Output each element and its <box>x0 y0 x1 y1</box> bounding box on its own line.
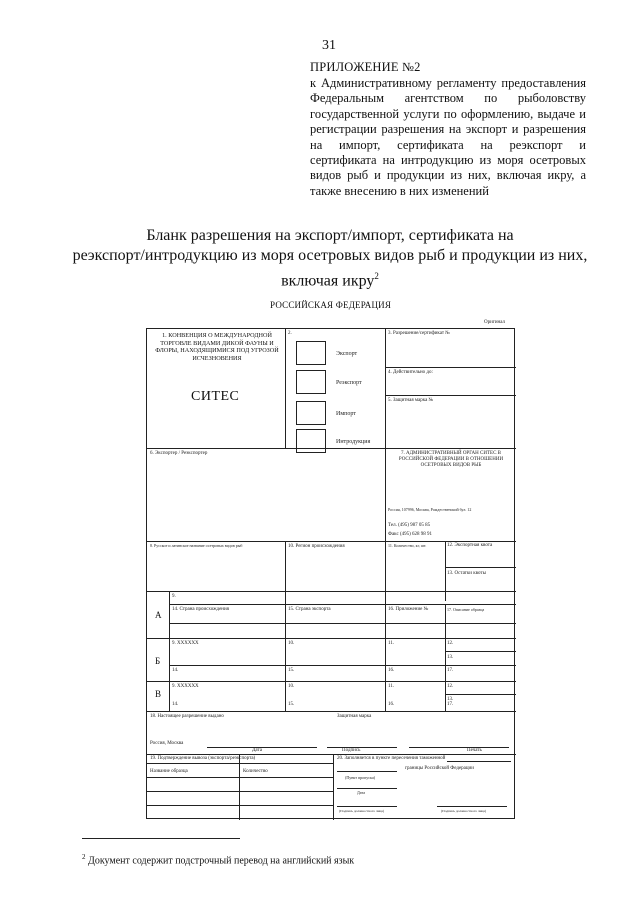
footnote-ref: 2 <box>374 271 379 281</box>
date-label: Дата <box>252 748 262 753</box>
date-small-label: Дата <box>357 790 365 795</box>
v-field-13: 13. <box>447 697 454 702</box>
sample-name-label: Название образца <box>150 769 188 774</box>
document-title <box>70 226 590 291</box>
field-7-fax: Факс (495) 628 98 91 <box>388 532 433 537</box>
title-line-3-text: включая икру <box>281 272 375 290</box>
field-17-label: 17. Описание образца <box>447 607 485 612</box>
field-7-phone: Тел. (495) 987 05 85 <box>388 523 431 528</box>
v-field-11: 11. <box>388 684 395 689</box>
v-field-16: 16. <box>388 702 395 707</box>
title-line-3 <box>70 266 590 291</box>
field-20-border-label: границы Российской Федерации <box>405 766 474 771</box>
introduction-label: Интродукция <box>336 439 371 445</box>
signature-label: Подпись <box>342 748 361 753</box>
footnote-rule <box>82 838 240 839</box>
b-field-15: 15. <box>288 668 295 673</box>
field-12-label: 12. Экспортная квота <box>447 543 493 548</box>
import-checkbox[interactable] <box>296 401 326 425</box>
b-field-12: 12. <box>447 641 454 646</box>
field-20-label: 20. Заполняется в пункте пересечения таможенной <box>337 756 446 761</box>
cites-label: СИТЕС <box>191 389 240 404</box>
introduction-checkbox[interactable] <box>296 429 326 453</box>
security-mark-label: Защитная марка <box>337 714 372 719</box>
official-signature-right: (Подпись должностного лица) <box>441 809 487 813</box>
title-line-1: Бланк разрешения на экспорт/импорт, сертификата на <box>146 227 514 244</box>
footnote-text: Документ содержит подстрочный перевод на английский язык <box>88 855 355 867</box>
v-field-12: 12. <box>447 684 454 689</box>
footnote-mark: 2 <box>82 853 86 861</box>
field-8-label: 8. Русское и латинское название осетровых видов рыб <box>150 543 243 548</box>
original-label: Оригинал <box>484 320 505 325</box>
field-16-label: 16. Приложение № <box>388 607 429 612</box>
b-field-11: 11. <box>388 641 395 646</box>
import-label: Импорт <box>336 411 356 417</box>
b-field-13: 13. <box>447 655 454 660</box>
field-7-address: Россия, 107996, Москва, Рождественский бул. 12 <box>388 507 472 512</box>
field-6-label: 6. Экспортер / Реэкспортер <box>150 451 208 456</box>
reexport-checkbox[interactable] <box>296 370 326 394</box>
b-field-14: 14. <box>172 668 179 673</box>
b-field-10: 10. <box>288 641 295 646</box>
field-19-label: 19. Подтверждение вывоза (экспорта/реэкспорта) <box>150 756 256 761</box>
v-field-15: 15. <box>288 702 295 707</box>
field-18-label: 18. Настоящее разрешение выдано <box>150 714 224 719</box>
stamp-label: Печать <box>467 748 482 753</box>
a-field-9: 9. <box>172 594 176 599</box>
b-field-16: 16. <box>388 668 395 673</box>
b-field-9: 9. XXXXXX <box>172 641 199 646</box>
v-field-14: 14. <box>172 702 179 707</box>
city-label: Россия, Москва <box>150 741 184 746</box>
export-label: Экспорт <box>336 351 358 357</box>
field-10-label: 10. Регион происхождения <box>288 544 345 549</box>
title-line-2: реэкспорт/интродукцию из моря осетровых видов рыб и продукции из них, <box>72 247 588 264</box>
field-7-label: 7. АДМИНИСТРАТИВНЫЙ ОРГАН СИТЕС В РОССИЙСКОЙ ФЕДЕРАЦИИ В ОТНОШЕНИИ ОСЕТРОВЫХ ВИДОВ РЫБ <box>398 451 504 468</box>
checkpoint-label: (Пункт пропуска) <box>345 775 376 780</box>
quantity-label: Количество <box>243 769 268 774</box>
field-2-label: 2. <box>288 331 292 336</box>
appendix-title: ПРИЛОЖЕНИЕ №2 <box>310 60 421 74</box>
v-field-10: 10. <box>288 684 295 689</box>
field-3-label: 3. Разрешение/сертификат № <box>388 331 451 336</box>
field-13-label: 13. Остатки квоты <box>447 571 486 576</box>
field-5-label: 5. Защитная марка № <box>388 398 434 403</box>
b-field-17: 17. <box>447 668 454 673</box>
convention-title: 1. КОНВЕНЦИЯ О МЕЖДУНАРОДНОЙ ТОРГОВЛЕ ВИДАМИ ДИКОЙ ФАУНЫ И ФЛОРЫ, НАХОДЯЩИМИСЯ ПОД УГРОЗОЙ ИСЧЕЗНОВЕНИЯ <box>155 332 279 362</box>
field-11-label: 11. Количество, кг, шт. <box>388 543 427 548</box>
appendix-text: к Административному регламенту предоставления Федеральным агентством по рыболовству государственной услуги по оформлению, выдаче и регистрации разрешения на экспорт и разрешения на импорт, сертификата на реэкспорт и сертификата на интродукцию из моря осетровых видов рыб и продукции из них, включая икру, а также внесению в них изменений <box>310 76 586 198</box>
v-field-17: 17. <box>447 702 454 707</box>
field-4-label: 4. Действительно до: <box>388 370 433 375</box>
v-field-9: 9. XXXXXX <box>172 684 199 689</box>
reexport-label: Реэкспорт <box>336 380 362 386</box>
export-checkbox[interactable] <box>296 341 326 365</box>
permit-form <box>146 328 515 819</box>
section-v-letter: В <box>155 689 162 699</box>
field-15-label: 15. Страна экспорта <box>288 607 331 612</box>
footnote <box>82 853 354 866</box>
field-14-label: 14. Страна происхождения <box>172 607 229 612</box>
official-signature-left: (Подпись должностного лица) <box>339 809 385 813</box>
section-a-letter: А <box>155 610 162 620</box>
page-number: 31 <box>322 38 336 53</box>
country-label: РОССИЙСКАЯ ФЕДЕРАЦИЯ <box>270 300 392 310</box>
section-b-letter: Б <box>155 656 161 666</box>
